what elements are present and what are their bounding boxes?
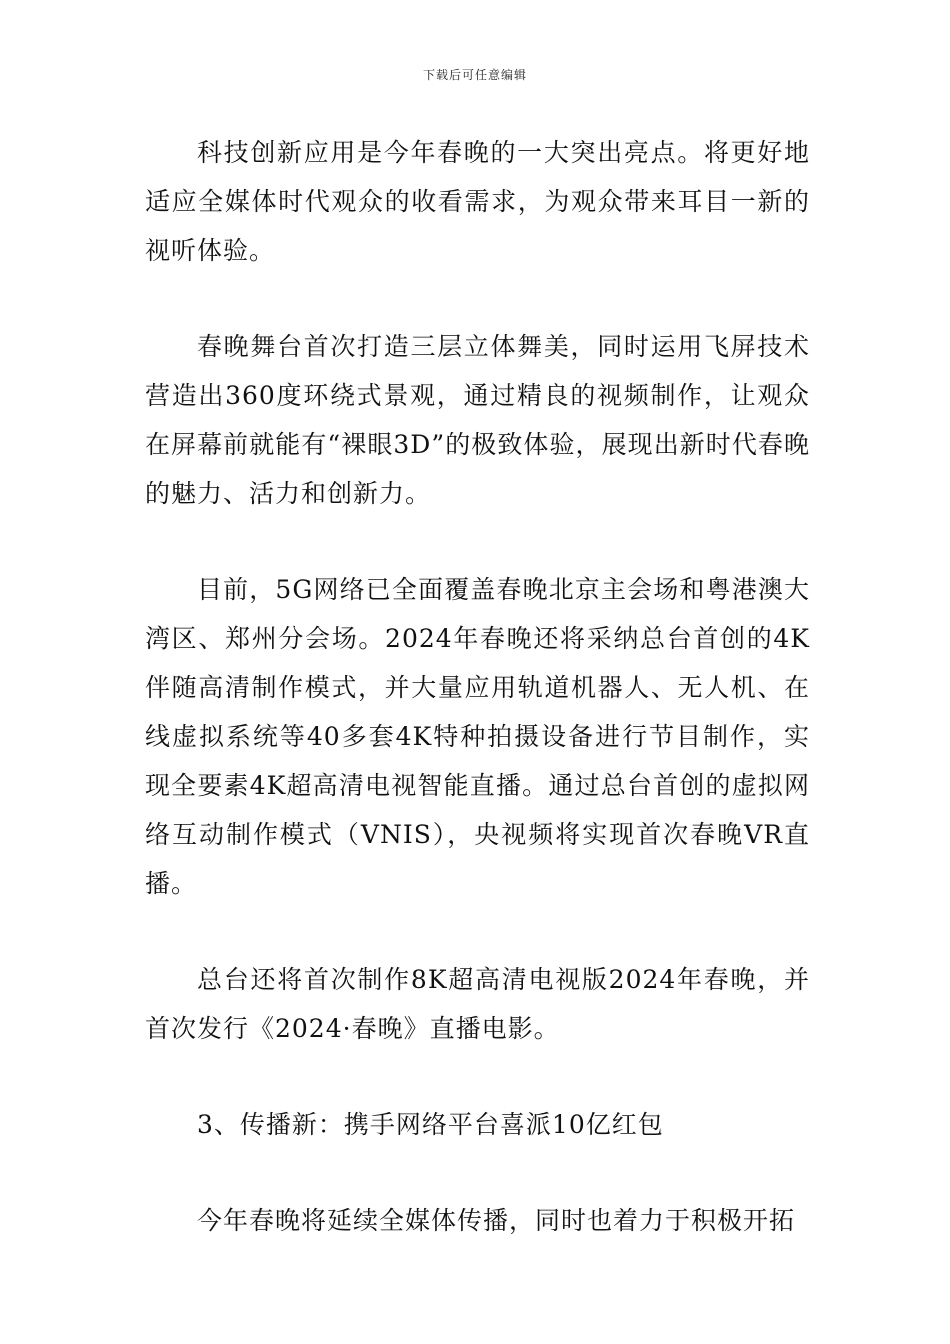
paragraph-tech-innovation: 科技创新应用是今年春晚的一大突出亮点。将更好地适应全媒体时代观众的收看需求，为观众带来耳目一新的视听体验。 <box>145 138 810 265</box>
paragraph-5g-network: 目前，5G网络已全面覆盖春晚北京主会场和粤港澳大湾区、郑州分会场。2024年春晚还将采纳总台首创的4K伴随高清制作模式，并大量应用轨道机器人、无人机、在线虚拟系统等40多套4K特种拍摄设备进行节目制作，实现全要素4K超高清电视智能直播。通过总台首创的虚拟网络互动制作模式（VNIS），央视频将实现首次春晚VR直播。 <box>145 575 810 898</box>
header-note: 下载后可任意编辑 <box>422 68 527 82</box>
paragraph-media-transmission: 今年春晚将延续全媒体传播，同时也着力于积极开拓 <box>197 1206 796 1235</box>
paragraph-8k-edition: 总台还将首次制作8K超高清电视版2024年春晚，并首次发行《2024·春晚》直播电影。 <box>145 965 810 1043</box>
paragraph-stage-design: 春晚舞台首次打造三层立体舞美，同时运用飞屏技术营造出360度环绕式景观，通过精良的视频制作，让观众在屏幕前就能有“裸眼3D”的极致体验，展现出新时代春晚的魅力、活力和创新力。 <box>145 332 810 508</box>
document-body <box>145 128 810 1292</box>
section-heading-transmission: 3、传播新：携手网络平台喜派10亿红包 <box>197 1110 664 1139</box>
